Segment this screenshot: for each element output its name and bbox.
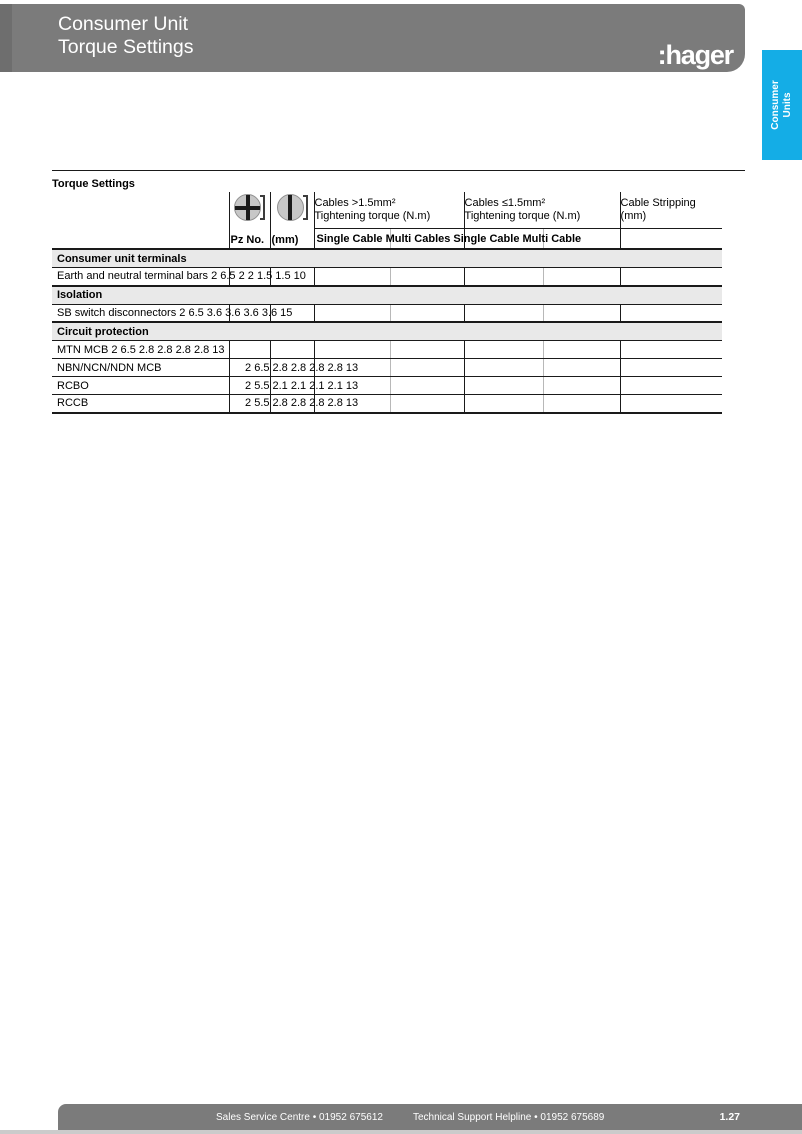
row-label-cell: NBN/NCN/NDN MCB [52, 359, 229, 377]
slotted-screw-icon [277, 194, 304, 221]
pozidriv-screw-icon [234, 194, 261, 221]
mm-cell: 2.1 2.1 2.1 2.1 13 [270, 377, 314, 395]
page-title-line2: Torque Settings [58, 36, 194, 58]
value-cell [314, 359, 390, 377]
side-tab-label: Consumer Units [770, 80, 793, 130]
value-cell [390, 304, 464, 322]
mm-cell [270, 304, 314, 322]
value-cell [464, 395, 543, 413]
content-divider [52, 170, 745, 171]
table-row [52, 341, 722, 359]
value-cell [620, 304, 722, 322]
value-cell [464, 304, 543, 322]
side-tab-consumer-units [762, 50, 802, 160]
hager-logo: :hager [657, 40, 733, 70]
table-row [52, 359, 722, 377]
value-cell [390, 341, 464, 359]
header-edge-strip [0, 4, 12, 72]
subheader-cell [390, 229, 464, 249]
sales-service-text: Sales Service Centre • 01952 675612 [216, 1111, 383, 1123]
pz-cell [229, 268, 270, 286]
value-cell [543, 359, 620, 377]
value-cell [620, 377, 722, 395]
page-title [58, 13, 194, 59]
table-row [52, 395, 722, 413]
value-cell [543, 395, 620, 413]
header-group-cables-le: Cables ≤1.5mm² Tightening torque (N.m) [464, 192, 620, 229]
value-cell [543, 304, 620, 322]
subheader-cell [620, 229, 722, 249]
torque-settings-table [52, 192, 722, 414]
footer-bar [58, 1104, 802, 1130]
subheader-cell [543, 229, 620, 249]
value-cell [464, 359, 543, 377]
value-cell [464, 341, 543, 359]
table-row [52, 304, 722, 322]
header-group-cable-stripping: Cable Stripping (mm) [620, 192, 722, 229]
table-heading: Torque Settings [52, 178, 135, 190]
row-label-cell: SB switch disconnectors 2 6.5 3.6 3.6 3.6 3.6 15 [52, 304, 229, 322]
page-title-line1: Consumer Unit [58, 13, 189, 35]
pz-cell: 2 5.5 [229, 377, 270, 395]
table-row [52, 377, 722, 395]
value-cell [314, 268, 390, 286]
mm-column-label: (mm) [271, 234, 299, 246]
page-bottom-strip [0, 1130, 802, 1134]
section-header-consumer-unit-terminals: Consumer unit terminals [52, 249, 722, 268]
value-cell [390, 377, 464, 395]
section-header-isolation: Isolation [52, 286, 722, 305]
mm-cell: 2.8 2.8 2.8 2.8 13 [270, 395, 314, 413]
value-cell [314, 304, 390, 322]
pz-cell [229, 304, 270, 322]
value-cell [390, 359, 464, 377]
value-cell [464, 268, 543, 286]
header-label-spacer [52, 192, 229, 249]
value-cell [620, 341, 722, 359]
table-row [52, 268, 722, 286]
value-cell [464, 377, 543, 395]
pz-column-label: Pz No. [230, 234, 265, 246]
pz-cell [229, 341, 270, 359]
value-cell [620, 359, 722, 377]
value-cell [620, 395, 722, 413]
pz-cell: 2 6.5 [229, 359, 270, 377]
row-label-cell: MTN MCB 2 6.5 2.8 2.8 2.8 2.8 13 [52, 341, 229, 359]
technical-support-text: Technical Support Helpline • 01952 675689 [412, 1111, 605, 1123]
subheader-single-cable-run: Single Cable Multi Cables Single Cable Multi Cable [314, 229, 390, 249]
pz-cell: 2 5.5 [229, 395, 270, 413]
footer-contacts [216, 1104, 604, 1130]
value-cell [543, 341, 620, 359]
value-cell [543, 377, 620, 395]
header-pz-column [229, 192, 270, 249]
subheader-cell [464, 229, 543, 249]
header-banner [0, 4, 745, 72]
value-cell [620, 268, 722, 286]
value-cell [314, 341, 390, 359]
row-label-cell: RCCB [52, 395, 229, 413]
value-cell [390, 395, 464, 413]
mm-cell [270, 268, 314, 286]
mm-cell [270, 341, 314, 359]
header-group-cables-gt: Cables >1.5mm² Tightening torque (N.m) [314, 192, 464, 229]
section-header-circuit-protection: Circuit protection [52, 322, 722, 341]
value-cell [314, 395, 390, 413]
row-label-cell: Earth and neutral terminal bars 2 6.5 2 2 1.5 1.5 10 [52, 268, 229, 286]
value-cell [390, 268, 464, 286]
value-cell [314, 377, 390, 395]
row-label-cell: RCBO [52, 377, 229, 395]
page-number: 1.27 [719, 1111, 740, 1123]
mm-cell: 2.8 2.8 2.8 2.8 13 [270, 359, 314, 377]
header-mm-column [270, 192, 314, 249]
value-cell [543, 268, 620, 286]
